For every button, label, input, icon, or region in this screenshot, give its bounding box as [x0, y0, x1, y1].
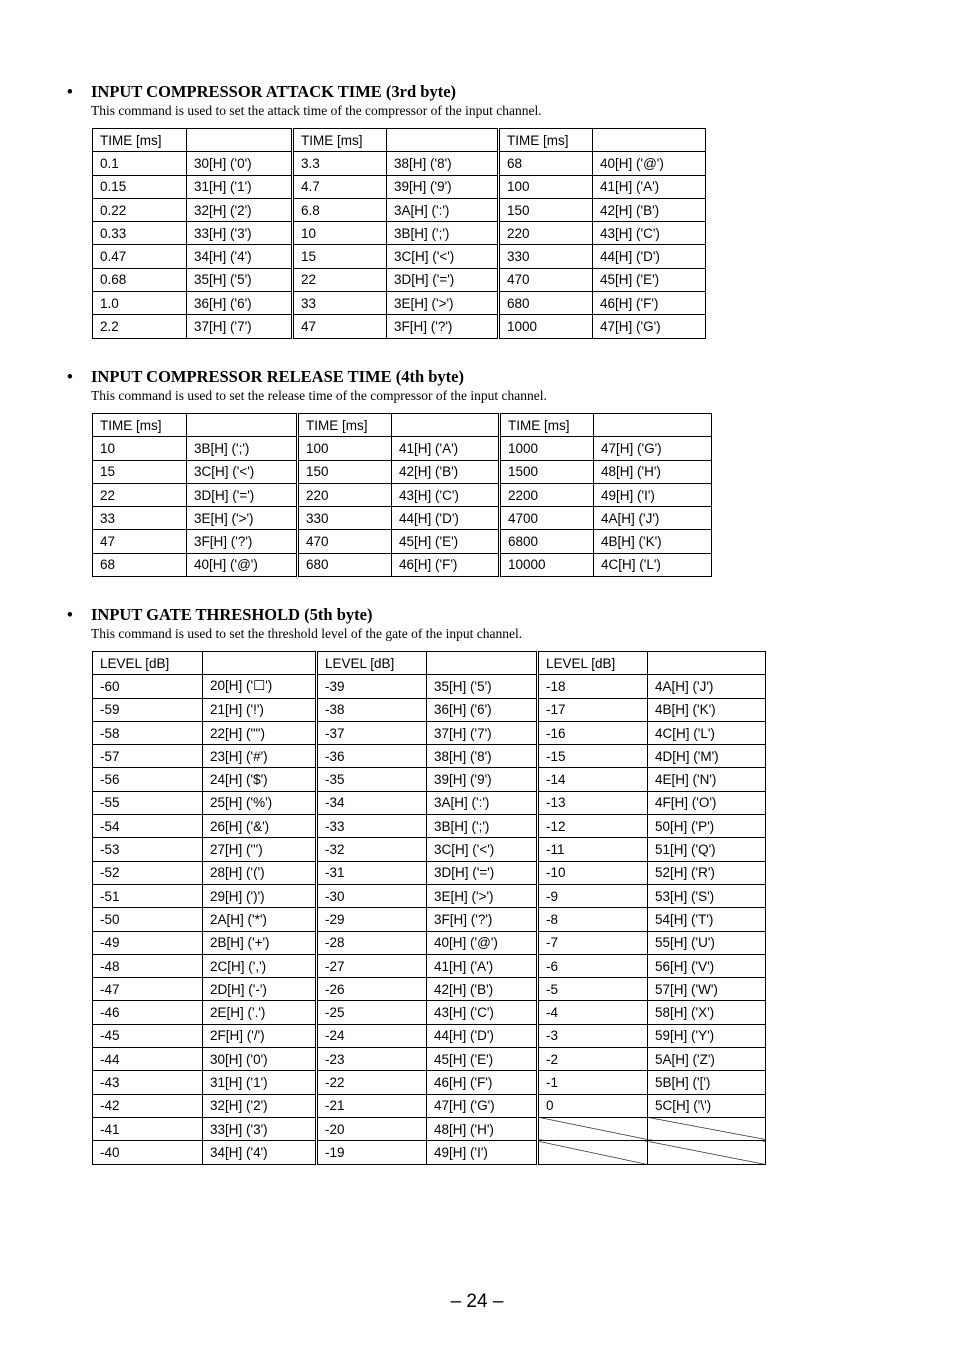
code-cell: 3C[H] ('<') [387, 245, 499, 268]
code-cell: 2C[H] (',') [203, 954, 317, 977]
code-cell: 21[H] ('!') [203, 698, 317, 721]
value-cell: 220 [499, 222, 593, 245]
code-cell: 3D[H] ('=') [387, 268, 499, 291]
code-cell: 44[H] ('D') [427, 1024, 538, 1047]
value-cell: -11 [538, 838, 648, 861]
table-row [93, 245, 706, 268]
value-cell: 220 [298, 483, 392, 506]
code-cell: 43[H] ('C') [427, 1001, 538, 1024]
value-cell: -23 [317, 1048, 427, 1071]
code-cell: 3A[H] (':') [427, 791, 538, 814]
page-number: – 24 – [450, 1291, 504, 1312]
value-cell: -26 [317, 978, 427, 1001]
value-cell: -18 [538, 675, 648, 698]
column-header: TIME [ms] [298, 414, 392, 437]
table-row [93, 152, 706, 175]
code-cell: 3C[H] ('<') [187, 460, 298, 483]
value-cell: -34 [317, 791, 427, 814]
column-header-blank [387, 129, 499, 152]
value-cell: 0.1 [93, 152, 187, 175]
value-cell: 1000 [499, 315, 593, 338]
value-cell: 150 [499, 198, 593, 221]
table-row [93, 954, 766, 977]
value-cell: -12 [538, 815, 648, 838]
code-cell: 38[H] ('8') [427, 745, 538, 768]
code-cell: 3E[H] ('>') [427, 884, 538, 907]
code-cell: 2A[H] ('*') [203, 908, 317, 931]
code-cell: 43[H] ('C') [593, 222, 706, 245]
value-cell: 47 [93, 530, 187, 553]
column-header: LEVEL [dB] [93, 652, 203, 675]
value-cell: 15 [293, 245, 387, 268]
code-cell: 4C[H] ('L') [594, 553, 712, 576]
code-cell: 47[H] ('G') [594, 437, 712, 460]
code-cell: 29[H] (')') [203, 884, 317, 907]
value-cell: -52 [93, 861, 203, 884]
section-heading [67, 82, 542, 102]
value-cell: -17 [538, 698, 648, 721]
code-cell: 30[H] ('0') [187, 152, 293, 175]
value-cell: -4 [538, 1001, 648, 1024]
column-header-blank [427, 652, 538, 675]
table-row [93, 1117, 766, 1140]
value-cell: -45 [93, 1024, 203, 1047]
value-cell: 1.0 [93, 292, 187, 315]
value-cell: 10 [93, 437, 187, 460]
code-cell: 41[H] ('A') [593, 175, 706, 198]
value-cell: -49 [93, 931, 203, 954]
value-cell: -30 [317, 884, 427, 907]
code-cell: 3F[H] ('?') [387, 315, 499, 338]
value-cell: -3 [538, 1024, 648, 1047]
code-cell: 5A[H] ('Z') [648, 1048, 766, 1071]
value-cell: -48 [93, 954, 203, 977]
table-row [93, 721, 766, 744]
value-cell: -25 [317, 1001, 427, 1024]
column-header-blank [593, 129, 706, 152]
code-cell: 2B[H] ('+') [203, 931, 317, 954]
code-cell: 49[H] ('I') [594, 483, 712, 506]
code-cell: 46[H] ('F') [593, 292, 706, 315]
release-time-table [92, 413, 712, 577]
column-header: TIME [ms] [499, 129, 593, 152]
code-cell: 42[H] ('B') [593, 198, 706, 221]
value-cell: -6 [538, 954, 648, 977]
table-row [93, 530, 712, 553]
value-cell: 10 [293, 222, 387, 245]
value-cell: 2200 [500, 483, 594, 506]
value-cell: -1 [538, 1071, 648, 1094]
table-row [93, 861, 766, 884]
code-cell: 35[H] ('5') [187, 268, 293, 291]
bullet: • [67, 605, 73, 624]
value-cell: -31 [317, 861, 427, 884]
value-cell: -47 [93, 978, 203, 1001]
section-title: INPUT GATE THRESHOLD (5th byte) [91, 605, 373, 624]
value-cell: 4700 [500, 507, 594, 530]
table-row [93, 1048, 766, 1071]
value-cell: 1000 [500, 437, 594, 460]
value-cell: 330 [298, 507, 392, 530]
code-cell: 56[H] ('V') [648, 954, 766, 977]
value-cell: 470 [298, 530, 392, 553]
empty-cell [648, 1117, 766, 1140]
code-cell: 40[H] ('@') [187, 553, 298, 576]
table-row [93, 222, 706, 245]
code-cell: 53[H] ('S') [648, 884, 766, 907]
value-cell: -22 [317, 1071, 427, 1094]
section-title: INPUT COMPRESSOR RELEASE TIME (4th byte) [91, 367, 464, 386]
value-cell: -28 [317, 931, 427, 954]
value-cell: 4.7 [293, 175, 387, 198]
table-row [93, 931, 766, 954]
code-cell: 30[H] ('0') [203, 1048, 317, 1071]
table-row [93, 198, 706, 221]
code-cell: 22[H] ('"') [203, 721, 317, 744]
value-cell: 100 [298, 437, 392, 460]
table-row [93, 1001, 766, 1024]
code-cell: 48[H] ('H') [427, 1117, 538, 1140]
value-cell: 470 [499, 268, 593, 291]
code-cell: 41[H] ('A') [392, 437, 500, 460]
table-row [93, 460, 712, 483]
table-header-row [93, 414, 712, 437]
code-cell: 2D[H] ('-') [203, 978, 317, 1001]
value-cell: 150 [298, 460, 392, 483]
code-cell: 5C[H] ('\') [648, 1094, 766, 1117]
value-cell: 0.33 [93, 222, 187, 245]
table-row [93, 292, 706, 315]
value-cell: -24 [317, 1024, 427, 1047]
table-row [93, 483, 712, 506]
code-cell: 32[H] ('2') [187, 198, 293, 221]
code-cell: 46[H] ('F') [427, 1071, 538, 1094]
section-heading [67, 367, 547, 387]
value-cell: -33 [317, 815, 427, 838]
code-cell: 59[H] ('Y') [648, 1024, 766, 1047]
code-cell: 4E[H] ('N') [648, 768, 766, 791]
section-release-time [67, 367, 547, 404]
code-cell: 35[H] ('5') [427, 675, 538, 698]
table-row [93, 437, 712, 460]
value-cell: -32 [317, 838, 427, 861]
code-cell: 33[H] ('3') [187, 222, 293, 245]
value-cell: 1500 [500, 460, 594, 483]
code-cell: 45[H] ('E') [427, 1048, 538, 1071]
code-cell: 4A[H] ('J') [594, 507, 712, 530]
section-title: INPUT COMPRESSOR ATTACK TIME (3rd byte) [91, 82, 457, 101]
code-cell: 48[H] ('H') [594, 460, 712, 483]
code-cell: 51[H] ('Q') [648, 838, 766, 861]
value-cell: -27 [317, 954, 427, 977]
value-cell: -42 [93, 1094, 203, 1117]
table-row [93, 908, 766, 931]
code-cell: 27[H] (''') [203, 838, 317, 861]
code-cell: 3C[H] ('<') [427, 838, 538, 861]
value-cell: -8 [538, 908, 648, 931]
section-attack-time [67, 82, 542, 119]
section-description: This command is used to set the release time of the compressor of the input channel. [91, 388, 547, 403]
code-cell: 4B[H] ('K') [594, 530, 712, 553]
code-cell: 4A[H] ('J') [648, 675, 766, 698]
code-cell: 54[H] ('T') [648, 908, 766, 931]
code-cell: 3E[H] ('>') [187, 507, 298, 530]
code-cell: 20[H] ('☐') [203, 675, 317, 698]
table-row [93, 815, 766, 838]
code-cell: 3A[H] (':') [387, 198, 499, 221]
code-cell: 28[H] ('(') [203, 861, 317, 884]
value-cell: -7 [538, 931, 648, 954]
table-row [93, 315, 706, 338]
empty-cell [538, 1117, 648, 1140]
section-gate-threshold [67, 605, 522, 642]
gate-threshold-table [92, 651, 766, 1165]
empty-cell [648, 1141, 766, 1164]
column-header-blank [203, 652, 317, 675]
table-row [93, 838, 766, 861]
code-cell: 3D[H] ('=') [427, 861, 538, 884]
value-cell: -59 [93, 698, 203, 721]
code-cell: 38[H] ('8') [387, 152, 499, 175]
value-cell: -41 [93, 1117, 203, 1140]
value-cell: -2 [538, 1048, 648, 1071]
value-cell: 33 [293, 292, 387, 315]
code-cell: 4F[H] ('O') [648, 791, 766, 814]
code-cell: 41[H] ('A') [427, 954, 538, 977]
empty-cell [538, 1141, 648, 1164]
table-header-row [93, 652, 766, 675]
value-cell: -14 [538, 768, 648, 791]
section-heading [67, 605, 522, 625]
table-row [93, 507, 712, 530]
column-header-blank [648, 652, 766, 675]
value-cell: 15 [93, 460, 187, 483]
value-cell: 33 [93, 507, 187, 530]
code-cell: 36[H] ('6') [427, 698, 538, 721]
table-row [93, 884, 766, 907]
value-cell: 0.22 [93, 198, 187, 221]
value-cell: 6.8 [293, 198, 387, 221]
value-cell: -44 [93, 1048, 203, 1071]
code-cell: 2E[H] ('.') [203, 1001, 317, 1024]
code-cell: 52[H] ('R') [648, 861, 766, 884]
value-cell: 680 [298, 553, 392, 576]
code-cell: 44[H] ('D') [392, 507, 500, 530]
column-header: LEVEL [dB] [317, 652, 427, 675]
code-cell: 5B[H] ('[') [648, 1071, 766, 1094]
value-cell: 0.47 [93, 245, 187, 268]
code-cell: 40[H] ('@') [593, 152, 706, 175]
table-row [93, 553, 712, 576]
value-cell: -39 [317, 675, 427, 698]
value-cell: -50 [93, 908, 203, 931]
code-cell: 46[H] ('F') [392, 553, 500, 576]
value-cell: -29 [317, 908, 427, 931]
value-cell: -40 [93, 1141, 203, 1164]
value-cell: -10 [538, 861, 648, 884]
section-description: This command is used to set the attack time of the compressor of the input channel. [91, 103, 542, 118]
code-cell: 25[H] ('%') [203, 791, 317, 814]
bullet: • [67, 82, 73, 101]
code-cell: 4D[H] ('M') [648, 745, 766, 768]
value-cell: -53 [93, 838, 203, 861]
value-cell: -5 [538, 978, 648, 1001]
value-cell: -35 [317, 768, 427, 791]
value-cell: 47 [293, 315, 387, 338]
code-cell: 44[H] ('D') [593, 245, 706, 268]
value-cell: -19 [317, 1141, 427, 1164]
value-cell: -57 [93, 745, 203, 768]
value-cell: 22 [93, 483, 187, 506]
code-cell: 33[H] ('3') [203, 1117, 317, 1140]
value-cell: 6800 [500, 530, 594, 553]
code-cell: 40[H] ('@') [427, 931, 538, 954]
code-cell: 37[H] ('7') [187, 315, 293, 338]
table-row [93, 768, 766, 791]
column-header-blank [187, 414, 298, 437]
value-cell: -56 [93, 768, 203, 791]
code-cell: 34[H] ('4') [187, 245, 293, 268]
column-header: LEVEL [dB] [538, 652, 648, 675]
code-cell: 3D[H] ('=') [187, 483, 298, 506]
code-cell: 45[H] ('E') [392, 530, 500, 553]
value-cell: 0.15 [93, 175, 187, 198]
value-cell: -58 [93, 721, 203, 744]
code-cell: 39[H] ('9') [387, 175, 499, 198]
value-cell: 330 [499, 245, 593, 268]
code-cell: 36[H] ('6') [187, 292, 293, 315]
value-cell: 100 [499, 175, 593, 198]
value-cell: -55 [93, 791, 203, 814]
table-header-row [93, 129, 706, 152]
value-cell: -20 [317, 1117, 427, 1140]
code-cell: 32[H] ('2') [203, 1094, 317, 1117]
table-row [93, 791, 766, 814]
section-description: This command is used to set the threshold level of the gate of the input channel. [91, 626, 523, 641]
value-cell: -16 [538, 721, 648, 744]
column-header-blank [392, 414, 500, 437]
column-header: TIME [ms] [93, 129, 187, 152]
code-cell: 43[H] ('C') [392, 483, 500, 506]
value-cell: -15 [538, 745, 648, 768]
value-cell: -21 [317, 1094, 427, 1117]
value-cell: 10000 [500, 553, 594, 576]
value-cell: -54 [93, 815, 203, 838]
table-row [93, 1071, 766, 1094]
code-cell: 3E[H] ('>') [387, 292, 499, 315]
code-cell: 55[H] ('U') [648, 931, 766, 954]
attack-time-table [92, 128, 706, 339]
value-cell: -36 [317, 745, 427, 768]
value-cell: 2.2 [93, 315, 187, 338]
code-cell: 31[H] ('1') [203, 1071, 317, 1094]
code-cell: 23[H] ('#') [203, 745, 317, 768]
code-cell: 50[H] ('P') [648, 815, 766, 838]
table-row [93, 745, 766, 768]
column-header: TIME [ms] [93, 414, 187, 437]
value-cell: 680 [499, 292, 593, 315]
value-cell: -38 [317, 698, 427, 721]
code-cell: 24[H] ('$') [203, 768, 317, 791]
value-cell: 22 [293, 268, 387, 291]
column-header-blank [187, 129, 293, 152]
column-header: TIME [ms] [293, 129, 387, 152]
value-cell: -60 [93, 675, 203, 698]
value-cell: -9 [538, 884, 648, 907]
code-cell: 42[H] ('B') [427, 978, 538, 1001]
table-row [93, 1094, 766, 1117]
column-header: TIME [ms] [500, 414, 594, 437]
table-row [93, 978, 766, 1001]
code-cell: 49[H] ('I') [427, 1141, 538, 1164]
code-cell: 3F[H] ('?') [187, 530, 298, 553]
code-cell: 4C[H] ('L') [648, 721, 766, 744]
code-cell: 3B[H] (';') [387, 222, 499, 245]
value-cell: 3.3 [293, 152, 387, 175]
column-header-blank [594, 414, 712, 437]
code-cell: 58[H] ('X') [648, 1001, 766, 1024]
code-cell: 3B[H] (';') [427, 815, 538, 838]
value-cell: 0 [538, 1094, 648, 1117]
table-row [93, 1141, 766, 1164]
table-row [93, 175, 706, 198]
code-cell: 39[H] ('9') [427, 768, 538, 791]
table-row [93, 675, 766, 698]
table-row [93, 1024, 766, 1047]
code-cell: 57[H] ('W') [648, 978, 766, 1001]
value-cell: 68 [93, 553, 187, 576]
value-cell: 68 [499, 152, 593, 175]
code-cell: 45[H] ('E') [593, 268, 706, 291]
code-cell: 47[H] ('G') [427, 1094, 538, 1117]
value-cell: 0.68 [93, 268, 187, 291]
code-cell: 3F[H] ('?') [427, 908, 538, 931]
code-cell: 26[H] ('&') [203, 815, 317, 838]
bullet: • [67, 367, 73, 386]
value-cell: -43 [93, 1071, 203, 1094]
value-cell: -46 [93, 1001, 203, 1024]
code-cell: 4B[H] ('K') [648, 698, 766, 721]
code-cell: 34[H] ('4') [203, 1141, 317, 1164]
value-cell: -13 [538, 791, 648, 814]
code-cell: 2F[H] ('/') [203, 1024, 317, 1047]
table-row [93, 698, 766, 721]
value-cell: -37 [317, 721, 427, 744]
table-row [93, 268, 706, 291]
code-cell: 42[H] ('B') [392, 460, 500, 483]
code-cell: 3B[H] (';') [187, 437, 298, 460]
code-cell: 31[H] ('1') [187, 175, 293, 198]
code-cell: 37[H] ('7') [427, 721, 538, 744]
code-cell: 47[H] ('G') [593, 315, 706, 338]
value-cell: -51 [93, 884, 203, 907]
